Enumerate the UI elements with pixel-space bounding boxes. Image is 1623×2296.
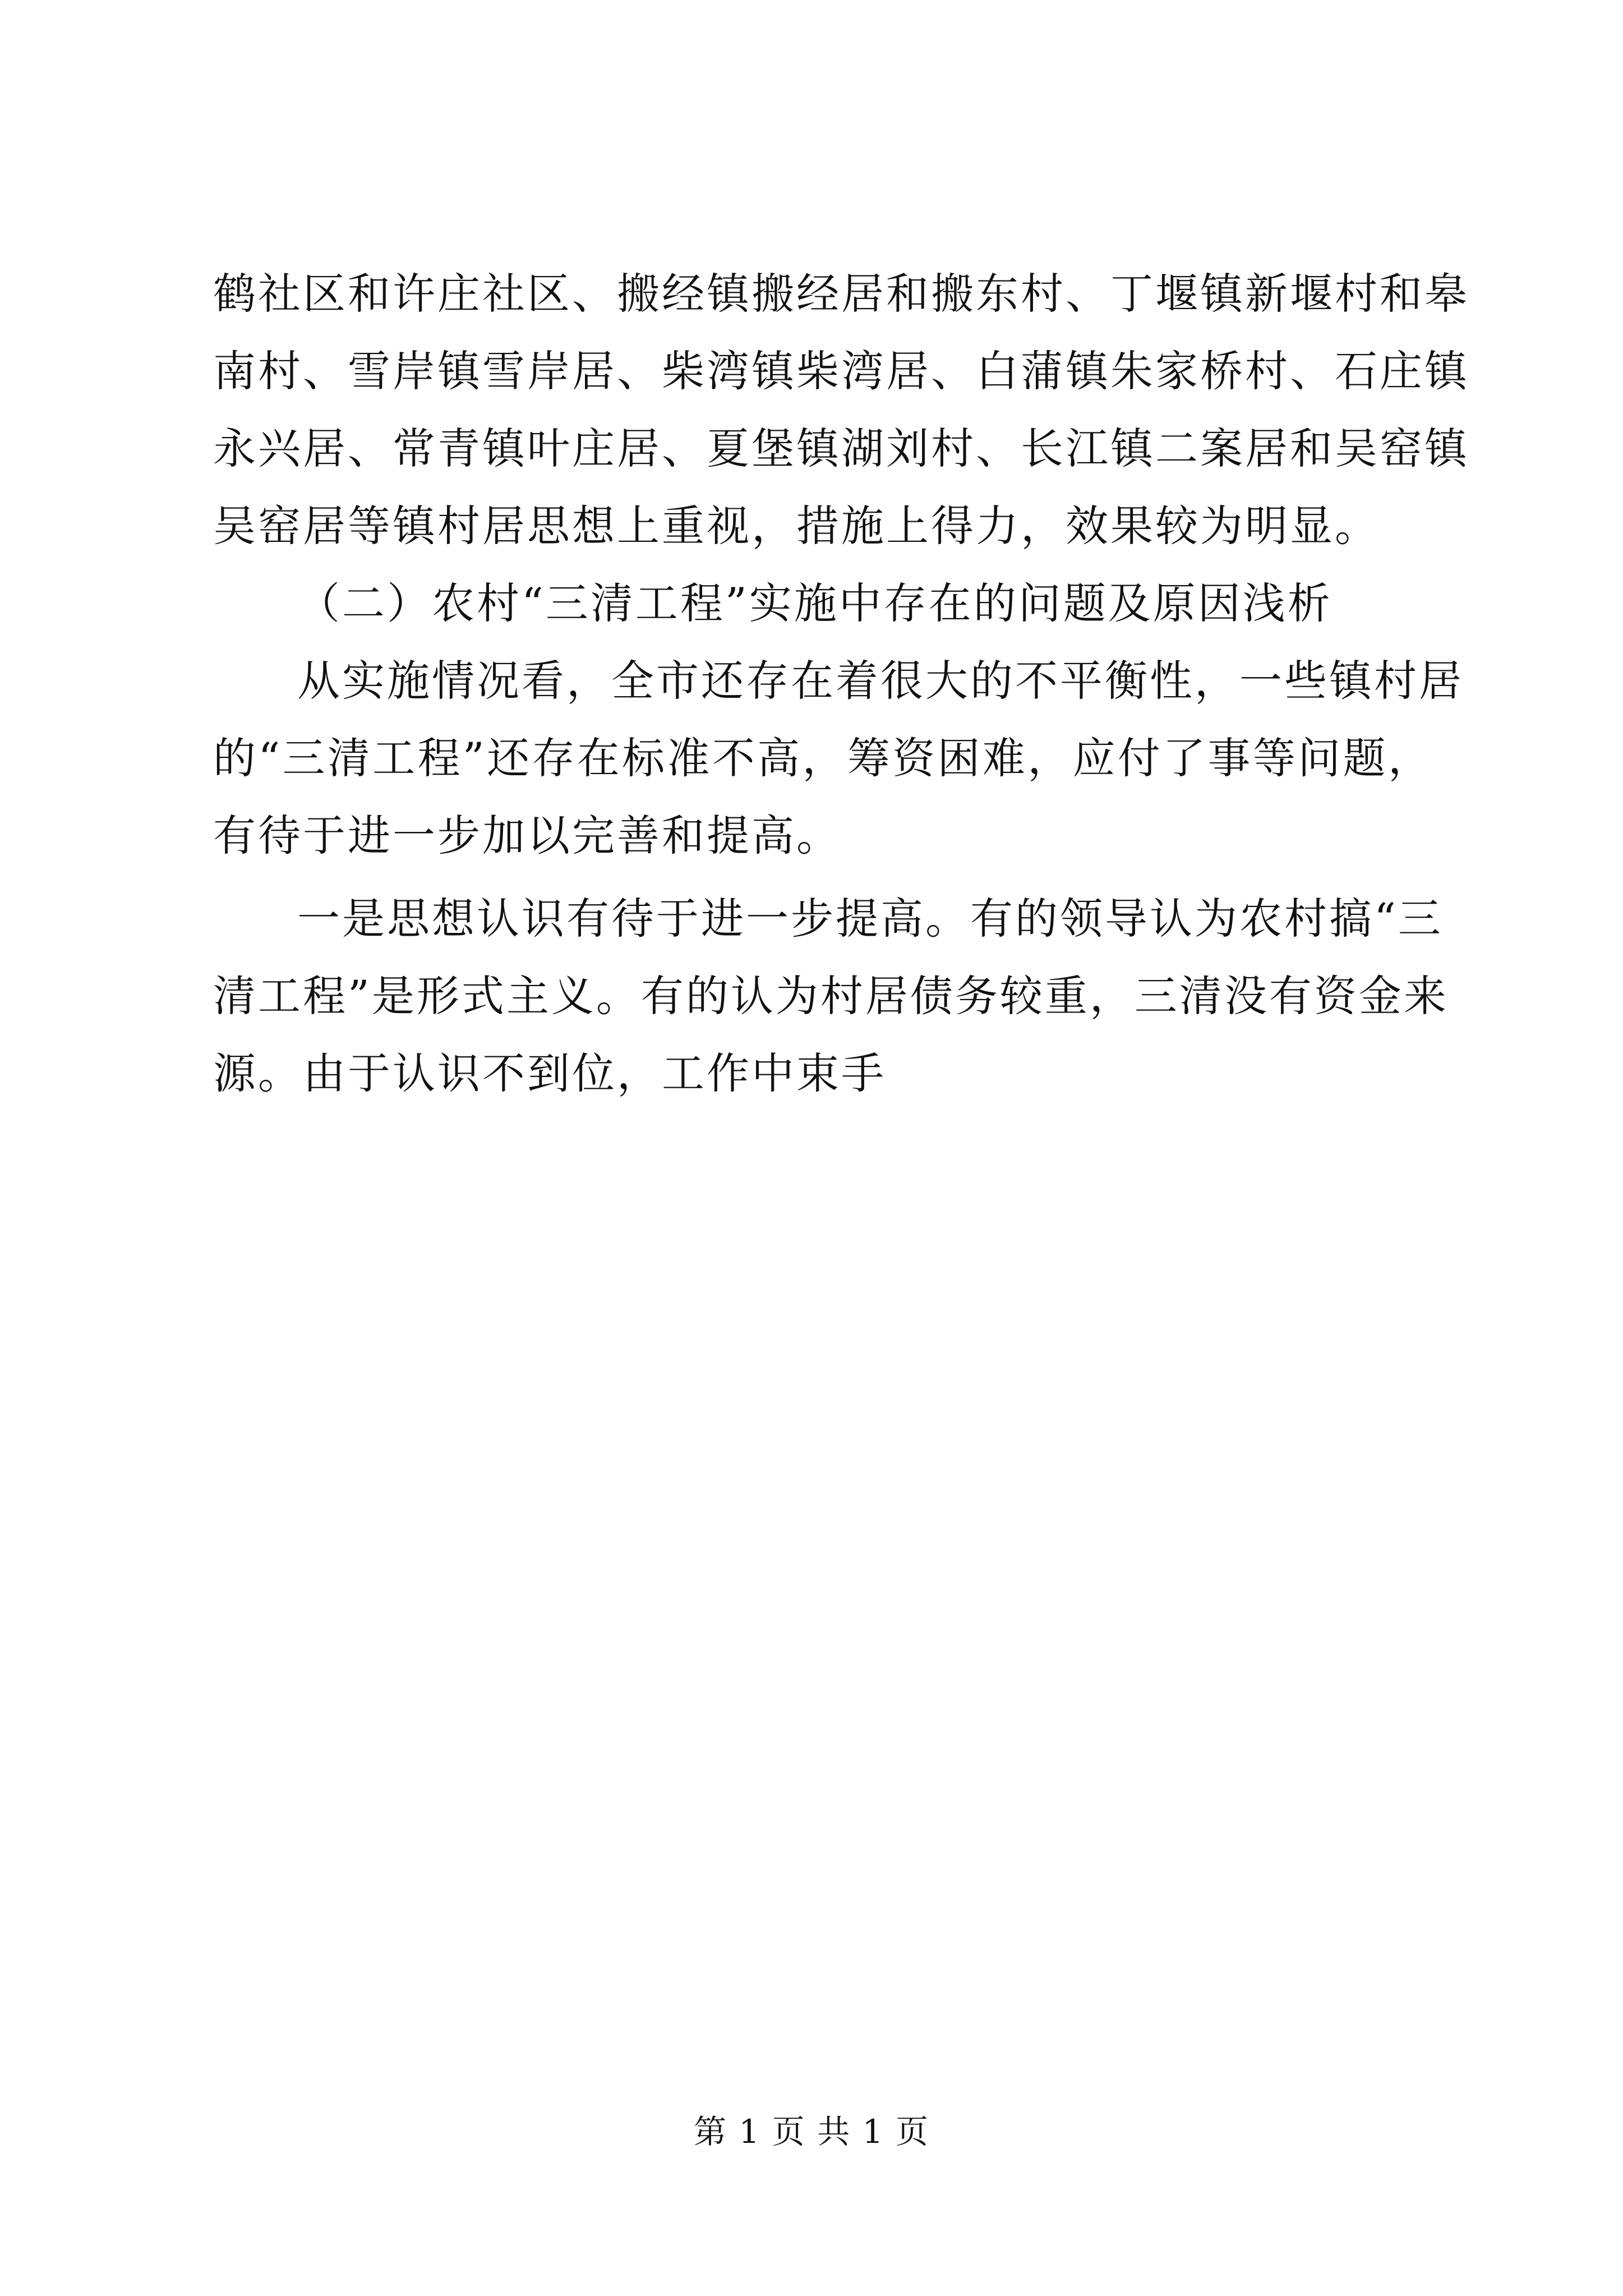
paragraph-line: 永兴居、常青镇叶庄居、夏堡镇湖刘村、长江镇二案居和吴窑镇 — [213, 424, 1469, 473]
paragraph-line: 的“三清工程”还存在标准不高，筹资困难，应付了事等问题， — [213, 733, 1433, 783]
paragraph-line: 源。由于认识不到位，工作中束手 — [213, 1048, 886, 1098]
paragraph-2 — [213, 642, 1464, 875]
page-footer — [0, 2109, 1623, 2154]
section-heading-text: （二）农村“三清工程”实施中存在的问题及原因浅析 — [297, 578, 1332, 628]
paragraph-line: 有待于进一步加以完善和提高。 — [213, 811, 841, 861]
paragraph-line: 从实施情况看，全市还存在着很大的不平衡性，一些镇村居 — [297, 656, 1464, 706]
paragraph-line: 鹤社区和许庄社区、搬经镇搬经居和搬东村、丁堰镇新堰村和皋 — [213, 269, 1469, 319]
section-heading — [213, 565, 1433, 642]
paragraph-1 — [213, 255, 1469, 565]
paragraph-line: 吴窑居等镇村居思想上重视，措施上得力，效果较为明显。 — [213, 501, 1380, 551]
paragraph-line: 南村、雪岸镇雪岸居、柴湾镇柴湾居、白蒲镇朱家桥村、石庄镇 — [213, 346, 1469, 396]
paragraph-3 — [213, 880, 1449, 1112]
document-body — [213, 255, 1469, 1112]
paragraph-line: 清工程”是形式主义。有的认为村居债务较重，三清没有资金来 — [213, 971, 1449, 1021]
paragraph-line: 一是思想认识有待于进一步提高。有的领导认为农村搞“三 — [297, 894, 1443, 944]
page-number: 第 1 页 共 1 页 — [694, 2113, 929, 2151]
